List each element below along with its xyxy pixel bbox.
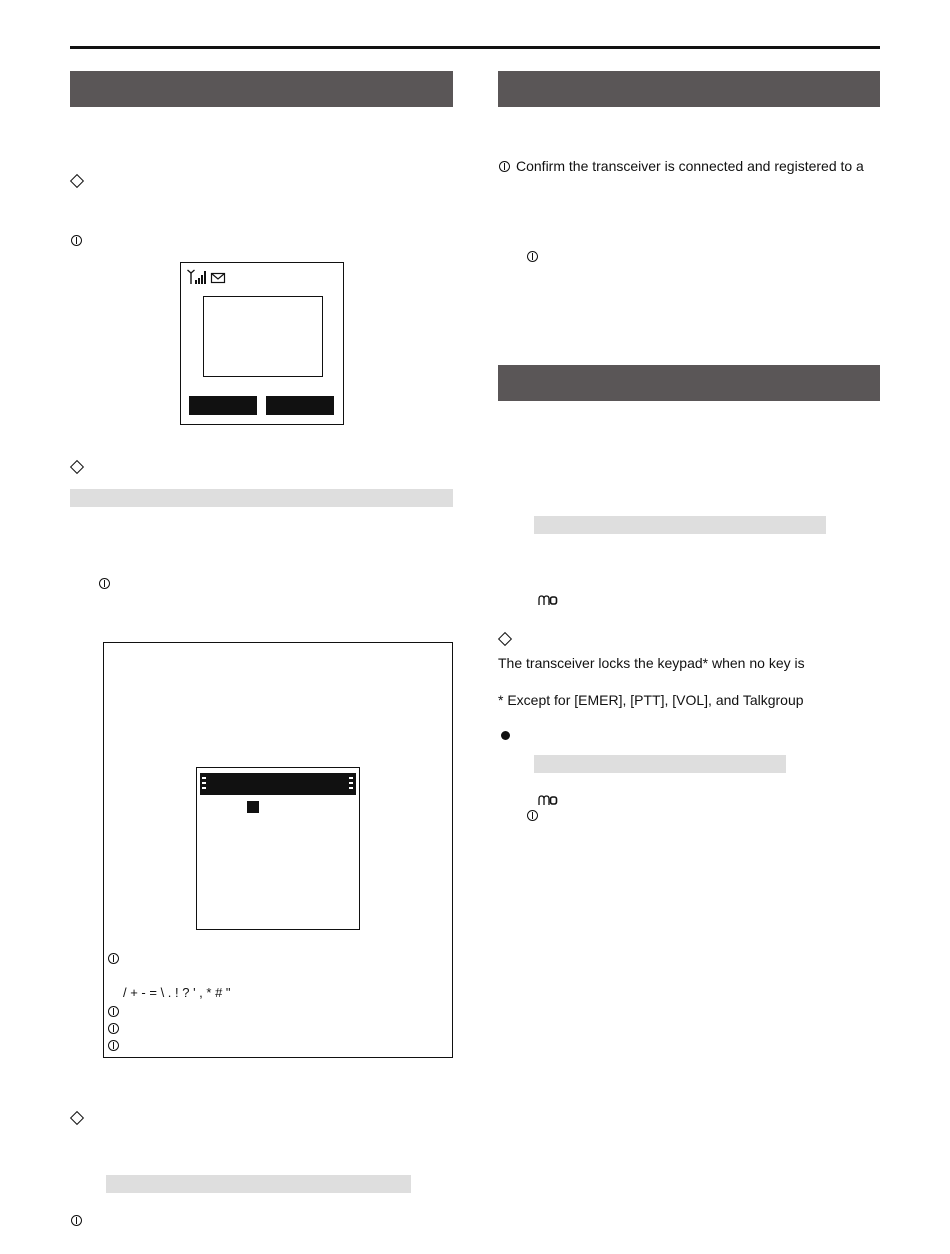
subsection-bar-right	[534, 516, 826, 534]
envelope-icon	[212, 274, 225, 283]
diamond-bullet-icon	[70, 1111, 84, 1125]
circled-i-icon	[71, 235, 82, 246]
text-entry-figure	[103, 642, 453, 1058]
display-title-bar	[200, 773, 356, 795]
keypad-lock-paragraph: The transceiver locks the keypad* when no key is	[498, 655, 805, 671]
softkey-right	[266, 396, 334, 415]
subsection-bar-left	[70, 489, 453, 507]
header-rule	[70, 46, 880, 49]
circled-i-icon	[527, 810, 538, 821]
circled-i-icon	[71, 1215, 82, 1226]
subsection-bar-left-bottom	[106, 1175, 411, 1193]
keypad-lock-footnote: * Except for [EMER], [PTT], [VOL], and Talkgroup	[498, 692, 804, 708]
text-cursor-block	[247, 801, 259, 813]
diamond-bullet-icon	[70, 460, 84, 474]
section-header-bar-left	[70, 71, 453, 107]
circled-i-icon	[99, 578, 110, 589]
circled-i-icon	[108, 1023, 119, 1034]
antenna-icon	[188, 270, 195, 284]
key-lock-icon	[538, 794, 558, 806]
display-figure-standby	[180, 262, 344, 425]
signal-bars-icon	[195, 271, 206, 284]
circled-i-icon	[108, 1040, 119, 1051]
softkey-left	[189, 396, 257, 415]
filled-dot-bullet-icon	[501, 731, 510, 740]
key-lock-icon	[538, 594, 558, 606]
circled-i-icon	[499, 161, 510, 172]
diamond-bullet-icon	[70, 174, 84, 188]
status-icons	[187, 269, 237, 285]
subsection-bar-right-2	[534, 755, 786, 773]
diamond-bullet-icon	[498, 632, 512, 646]
section-header-bar-right	[498, 71, 880, 107]
section-header-bar-right-2	[498, 365, 880, 401]
display-inner-window	[203, 296, 323, 377]
note-text: Confirm the transceiver is connected and registered to a	[516, 158, 864, 174]
circled-i-icon	[108, 953, 119, 964]
scroll-marks-left-icon	[202, 777, 207, 791]
scroll-marks-right-icon	[349, 777, 354, 791]
symbol-list: / + - = \ . ! ? ' , * # "	[123, 985, 231, 1000]
display-figure-text-entry	[196, 767, 360, 930]
circled-i-icon	[108, 1006, 119, 1017]
circled-i-icon	[527, 251, 538, 262]
